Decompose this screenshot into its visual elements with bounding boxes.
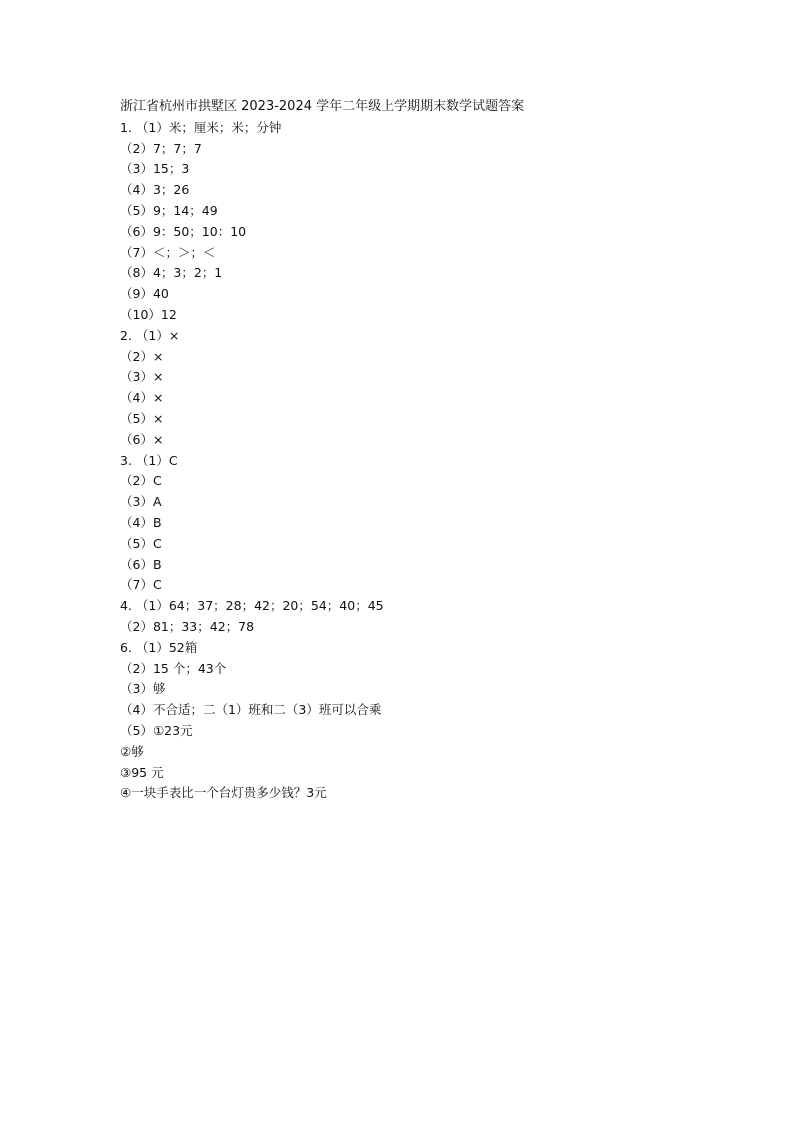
answer-line: （2）15 个；43个 (120, 660, 227, 676)
answer-line: ④一块手表比一个台灯贵多少钱？3元 (120, 785, 327, 801)
answer-line: （3）15；3 (120, 161, 190, 177)
answer-line: （2）7；7；7 (120, 140, 202, 156)
answer-line: 3. （1）C (120, 452, 178, 468)
answer-line: 6. （1）52箱 (120, 639, 198, 655)
answer-line: （3）A (120, 494, 162, 510)
answer-line: 2. （1）× (120, 327, 180, 343)
answer-line: （8）4；3；2；1 (120, 265, 223, 281)
answer-line: （5）C (120, 535, 162, 551)
answer-line: （5）9；14；49 (120, 202, 218, 218)
answer-line: （4）不合适；二（1）班和二（3）班可以合乘 (120, 702, 382, 718)
answer-list (120, 118, 720, 804)
answer-line: ③95 元 (120, 764, 164, 780)
answer-line: （6）9：50；10：10 (120, 223, 247, 239)
answer-line: （4）3；26 (120, 182, 190, 198)
answer-line: （7）＜；＞；＜ (120, 244, 216, 260)
answer-line: （6）× (120, 431, 164, 447)
answer-line: （5）①23元 (120, 722, 193, 738)
answer-line: （6）B (120, 556, 162, 572)
document-title: 浙江省杭州市拱墅区 2023-2024 学年二年级上学期期末数学试题答案 (120, 99, 525, 114)
answer-line: （9）40 (120, 286, 169, 302)
answer-line: （10）12 (120, 306, 177, 322)
answer-line: （4）× (120, 390, 164, 406)
answer-line: （3）× (120, 369, 164, 385)
answer-line: （2）C (120, 473, 162, 489)
answer-line: 1. （1）米；厘米；米；分钟 (120, 119, 282, 135)
answer-line: （7）C (120, 577, 162, 593)
answer-line: （2）× (120, 348, 164, 364)
answer-line: 4. （1）64；37；28；42；20；54；40；45 (120, 598, 384, 614)
answer-line: （2）81；33；42；78 (120, 618, 255, 634)
answer-document (120, 97, 720, 804)
answer-line: ②够 (120, 743, 144, 759)
answer-line: （4）B (120, 514, 162, 530)
answer-line: （5）× (120, 410, 164, 426)
answer-line: （3）够 (120, 681, 166, 697)
